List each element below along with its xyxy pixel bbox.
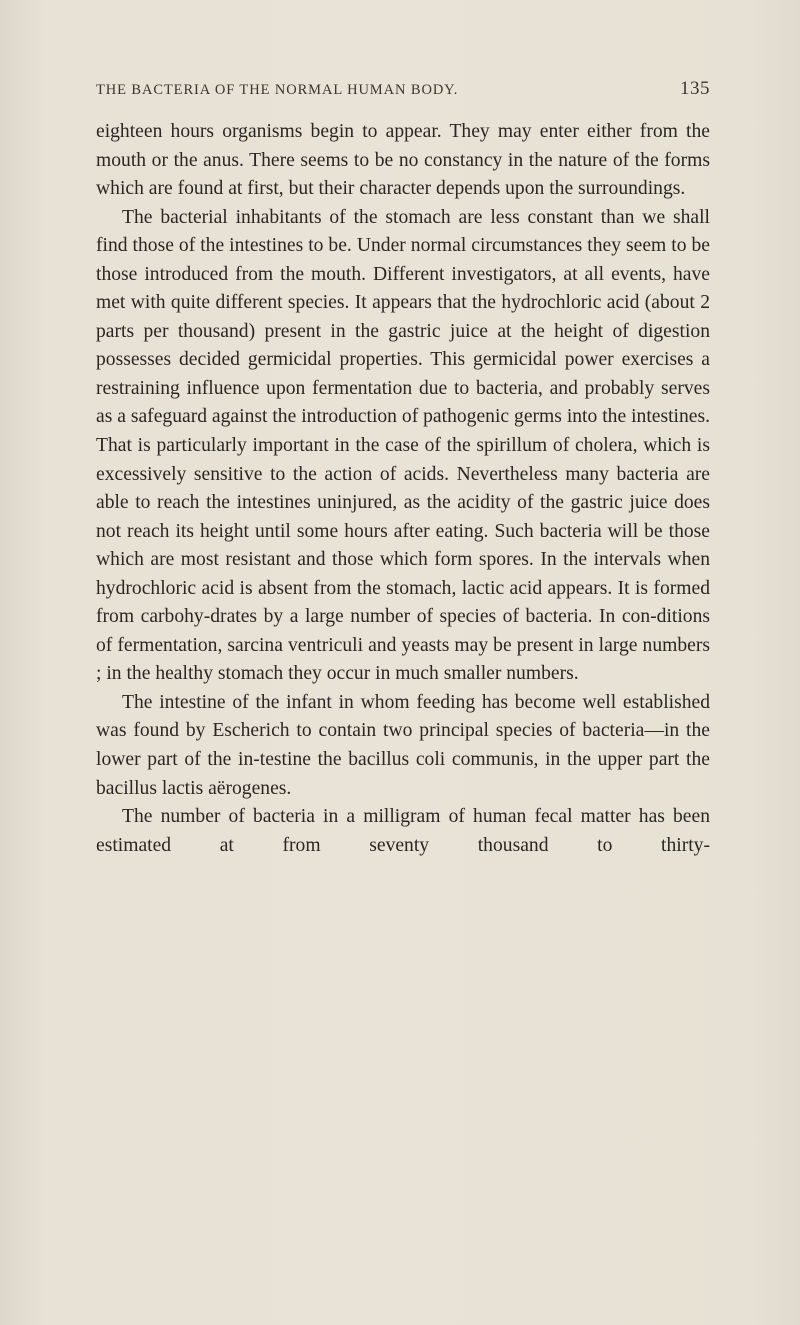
running-head-title: THE BACTERIA OF THE NORMAL HUMAN BODY. (96, 82, 459, 98)
paragraph-infant-intestine: The intestine of the infant in whom feeding has become well established was found by Escherich to contain two principal species of bacteria—in the lower part of the in-testine the bacillus coli communis, in the upper part the bacillus lactis aërogenes. (96, 691, 710, 799)
running-head (96, 78, 710, 102)
paragraph-continued: eighteen hours organisms begin to appear. They may enter either from the mouth or the anus. There seems to be no constancy in the nature of the forms which are found at first, but their character depends upon the surroundings. (96, 121, 710, 200)
body-text (96, 118, 710, 860)
paragraph-fecal-bacteria-count: The number of bacteria in a milligram of human fecal matter has been estimated at from seventy thousand to thirty- (96, 806, 710, 856)
page-number: 135 (680, 78, 710, 99)
paragraph-stomach-bacteria: The bacterial inhabitants of the stomach are less constant than we shall find those of the intestines to be. Under normal circumstances they seem to be those introduced from the mouth. Different investigators, at all events, have met with quite different species. It appears that the hydrochloric acid (about 2 parts per thousand) present in the gastric juice at the height of digestion possesses decided germicidal properties. This germicidal power exercises a restraining influence upon fermentation due to bacteria, and probably serves as a safeguard against the introduction of pathogenic germs into the intestines. That is particularly important in the case of the spirillum of cholera, which is excessively sensitive to the action of acids. Nevertheless many bacteria are able to reach the intestines uninjured, as the acidity of the gastric juice does not reach its height until some hours after eating. Such bacteria will be those which are most resistant and those which form spores. In the intervals when hydrochloric acid is absent from the stomach, lactic acid appears. It is formed from carbohy-drates by a large number of species of bacteria. In con-ditions of fermentation, sarcina ventriculi and yeasts may be present in large numbers ; in the healthy stomach they occur in much smaller numbers. (96, 206, 710, 685)
